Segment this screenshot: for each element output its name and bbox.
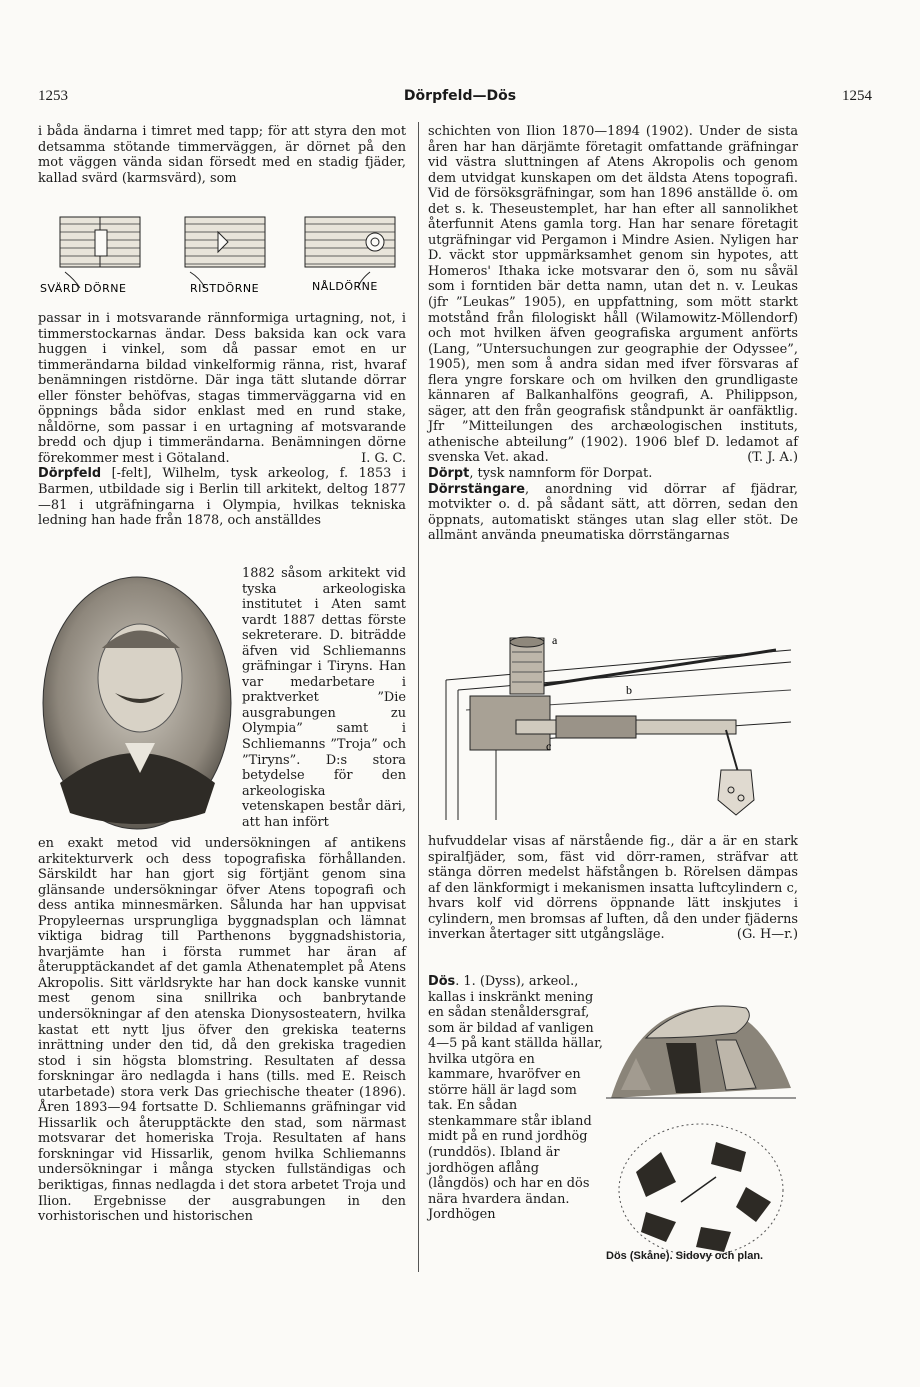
headword-dorrstangare: Dörrstängare [428, 481, 526, 497]
svard-dorne-illustration [60, 217, 140, 288]
signature-tja: (T. J. A.) [747, 450, 798, 466]
naldorne-illustration [305, 217, 395, 288]
page-number-left: 1253 [38, 88, 68, 104]
signature-igc: I. G. C. [361, 450, 406, 466]
signature-ghr: (G. H—r.) [736, 927, 798, 943]
fig-label-c: c [546, 739, 552, 753]
dos-plan-view [606, 1112, 796, 1262]
fig-label-a: a [552, 633, 558, 647]
dorpfeld-intro: Dörpfeld [-felt], Wilhelm, tysk arkeolog, f. 1853 i Barmen, utbildade sig i Berlin till arkitekt, deltog 1877—81 i utgräfningarna i Olympia, hvilkas tekniska ledning han hade från 1878, och anställdes [38, 466, 406, 529]
dos-figure-caption: Dös (Skåne). Sidovy och plan. [606, 1250, 764, 1262]
dorne-paragraph-start: i båda ändarna i timret med tapp; för att styra den mot detsamma stötande timmerväggen, är dörnet på den mot väggen vända sidan försedt med en stadig fjäder, kallad svärd (karmsvärd), som [38, 124, 406, 186]
dorne-paragraph-end: passar in i motsvarande rännformiga urtagning, not, i timmerstockarnas ändar. Dess baksida kan ock vara huggen i vinkel, som då passar emot en ur timmerändarna bildad vinkelformig ränna, rist, hvaraf benämningen ristdörne. Där inga tätt slutande dörrar eller fönster behöfvas, stagas timmerväggarna vid en öppnings båda sidor enklast med en rund stake, nåldörne, som passar i en urtagning af motsvarande bredd och djup i timmerändarna. Benämningen dörne förekommer mest i Götaland. I. G. C. [38, 311, 406, 466]
left-column-middle [38, 311, 406, 529]
fig-label-ristdorne: RISTDÖRNE [190, 282, 260, 294]
dorpfeld-side-text: 1882 såsom arkitekt vid tyska arkeologiska institutet i Aten samt vardt 1887 dettas förste sekreterare. D. biträdde äfven vid Schliemanns gräfningar i Tiryns. Han var medarbetare i praktverket ”Die ausgrabungen zu Olympia” samt i Schliemanns ”Troja” och ”Tiryns”. D:s stora betydelse för den arkeologiska vetenskapen består däri, att han infört [242, 566, 406, 830]
dorpfeld-continued: schichten von Ilion 1870—1894 (1902). Under de sista åren har han därjämte företagit omfattande gräfningar vid västra sluttningen af Atens Akropolis och genom dem utvidgat kunskapen om det äldsta Atens topografi. Vid de försöksgräfningar, som han 1896 anställde ö. om det s. k. Theseustemplet, har han efter all sannolikhet återfunnit Atens gamla torg. Han har senare företagit utgräfningar vid Pergamon i Mindre Asien. Nyligen har D. väckt stor uppmärksamhet genom sin hypotes, att Homeros' Ithaka icke motsvarar den ö, som nu såväl som i forntiden bär detta namn, utan det n. v. Leukas (jfr ”Leukas” 1905), en uppfattning, som mött starkt motstånd från filologiskt håll (Wilamowitz-Möllendorf) och mot hvilken äfven geografiska argument anförts (Lang, ”Untersuchungen zur geographie der Odyssee”, 1905), men som å andra sidan med ifver försvaras af flera yngre forskare och om hvilken den grundligaste kännaren af Balkanhalföns geografi, A. Philippson, säger, att den från geografisk ståndpunkt är oanfäktlig. Jfr ”Mitteilungen des archæologischen instituts, athenische abteilung” (1902). 1906 blef D. ledamot af svenska Vet. akad. (T. J. A.) [428, 124, 798, 466]
dorrstangare-continued: hufvuddelar visas af närstående fig., där a är en stark spiralfjäder, som, fäst vid dörr-ramen, sträfvar att stänga dörren medelst häfstången b. Rörelsen dämpas af den länkformigt i mekanismen insatta luftcylindern c, hvars kolf vid dörrens öppnande lätt inskjutes i cylindern, men bromsas af luften, då den under fjäderns inverkan återtager sitt utgångsläge. (G. H—r.) [428, 834, 798, 943]
fig-label-svard-dorne: SVÄRD DÖRNE [40, 282, 127, 294]
dorpt-entry: Dörpt, tysk namnform för Dorpat. [428, 466, 653, 482]
page-title: Dörpfeld—Dös [403, 88, 517, 104]
fig-label-b: b [626, 683, 632, 697]
fig-label-naldorne: NÅLDÖRNE [312, 280, 378, 293]
headword-dos: Dös [428, 974, 456, 989]
door-closer-figure [436, 630, 796, 820]
page-number-right: 1254 [842, 88, 872, 104]
dos-entry: Dös. 1. (Dyss), arkeol., kallas i inskränkt mening en sådan stenåldersgraf, som är bildad af vanligen 4—5 på kant ställda hällar, hvilka utgöra en kammare, hvaröfver en större häll är lagd som tak. En sådan stenkammare står ibland midt på en rund jordhög (runddös). Ibland är jordhögen aflång (långdös) och har en dös nära hvardera ändan. Jordhögen [428, 974, 604, 1223]
dorne-figure [40, 212, 408, 294]
headword-dorpfeld: Dörpfeld [38, 466, 102, 482]
headword-dorpt: Dörpt [428, 466, 470, 482]
dorpfeld-rest: en exakt metod vid undersökningen af antikens arkitekturverk och dess topografiska förhållanden. Särskildt har han gjort sig förtjänt genom sina glänsande undersökningar öfver Atens topografi och dess antika minnesmärken. Sålunda har han uppvisat Propyleernas ursprungliga byggnadsplan och lämnat viktiga bidrag till Parthenons byggnadshistoria, hvarjämte han i första rummet har äran af återupptäckandet af det gamla Athenatemplet på Atens Akropolis. Sitt världsrykte har han dock kanske vunnit mest genom sina snillrika och banbrytande undersökningar af den atenska Dionysosteatern, hvilka kastat ett nytt ljus öfver den grekiska teaterns inrättning under den tid, då den grekiska tragedien stod i sin högsta blomstring. Resultaten af dessa forskningar äro nedlagda i hans (tills. med E. Reisch utarbetade) stora verk Das griechische theater (1896). Åren 1893—94 fortsatte D. Schliemanns gräfningar vid Hissarlik och återupptäckte den stad, som närmast motsvarar det homeriska Troja. Resultaten af hans forskningar vid Hissarlik, genom hvilka Schliemanns undersökningar i många stycken fullständigas och beriktigas, finnas nedlagda i det stora arbetet Troja und Ilion. Ergebnisse der ausgrabungen in den vorhistorischen und historischen [38, 836, 406, 1225]
dorrstangare-entry: Dörrstängare, anordning vid dörrar af fjädrar, motvikter o. d. på sådant sätt, att dörren, sedan den öppnats, automatiskt stänges utan slag eller stöt. De allmänt använda pneumatiska dörrstängarnas [428, 481, 798, 544]
column-divider [418, 122, 419, 1272]
dos-side-view [606, 978, 796, 1108]
left-column-top [38, 124, 406, 186]
dorpfeld-portrait [40, 573, 234, 833]
ristdorne-illustration [185, 217, 265, 288]
right-column-top [428, 124, 798, 544]
